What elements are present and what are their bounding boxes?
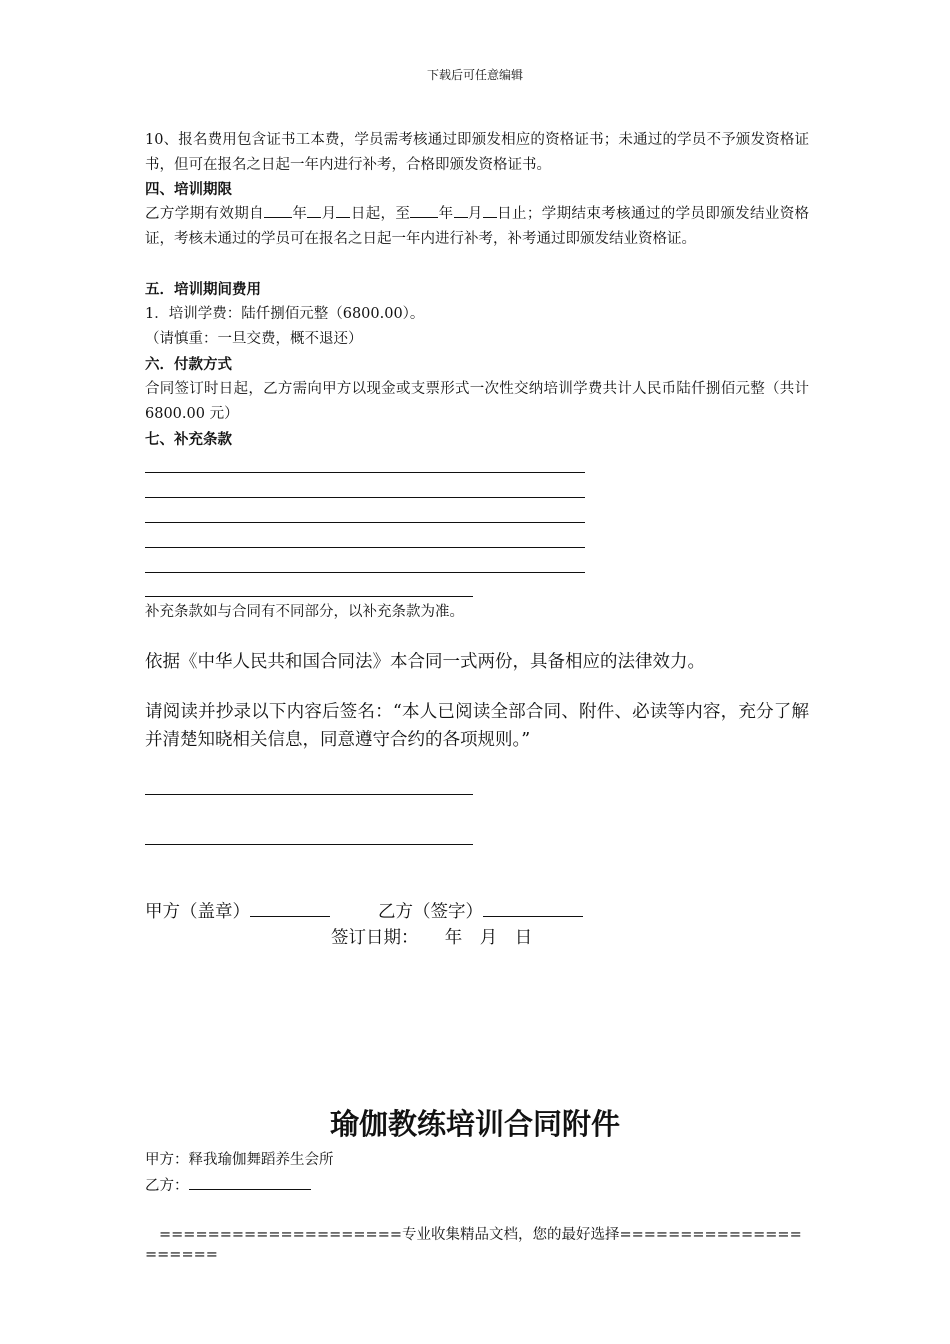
section-5-title: 五．培训期间费用	[145, 282, 261, 298]
supplement-note: 补充条款如与合同有不同部分，以补充条款为准。	[145, 604, 464, 620]
term-intro: 乙方学期有效期自	[145, 206, 264, 222]
section-4-title: 四、培训期限	[145, 182, 232, 198]
section-4-text: 乙方学期有效期自 年 月 日起，至 年 月 日止；学期结束考核通过的学员即颁发结业资格证，考核未通过的学员可在报名之日起一年内进行补考，补考通过即颁发结业资格证。	[145, 202, 809, 252]
party-b-sign-blank[interactable]	[483, 898, 583, 917]
month-blank[interactable]	[307, 203, 321, 218]
supplement-line-6[interactable]	[145, 596, 473, 597]
party-b-sign-label: 乙方（签字）	[378, 902, 483, 922]
fee-note: （请慎重：一旦交费，概不退还）	[145, 331, 363, 347]
signature-row	[145, 898, 583, 923]
clause-10: 10、报名费用包含证书工本费，学员需考核通过即颁发相应的资格证书；未通过的学员不予颁发资格证书，但可在报名之日起一年内进行补考，合格即颁发资格证书。	[145, 132, 809, 173]
supplement-line-1[interactable]	[145, 472, 585, 473]
supplement-line-2[interactable]	[145, 497, 585, 498]
payment-text: 合同签订时日起，乙方需向甲方以现金或支票形式一次性交纳培训学费共计人民币陆仟捌佰元整（共计 6800.00 元）	[145, 381, 809, 422]
page-header: 下载后可任意编辑	[426, 68, 523, 82]
copy-instruction: 请阅读并抄录以下内容后签名：“本人已阅读全部合同、附件、必读等内容，充分了解并清楚知晓相关信息，同意遵守合约的各项规则。”	[145, 702, 809, 750]
day-blank[interactable]	[336, 203, 350, 218]
year-blank[interactable]	[264, 203, 292, 218]
attachment-party-b-label: 乙方：	[145, 1178, 189, 1194]
year-blank-2[interactable]	[410, 203, 438, 218]
party-a-seal-blank[interactable]	[250, 898, 330, 917]
law-statement: 依据《中华人民共和国合同法》本合同一式两份，具备相应的法律效力。	[145, 652, 705, 672]
section-6-title: 六．付款方式	[145, 357, 232, 373]
supplement-line-4[interactable]	[145, 547, 585, 548]
section-7-title: 七、补充条款	[145, 432, 232, 448]
attachment-party-b-row	[145, 1173, 809, 1199]
copy-line-2[interactable]	[145, 844, 473, 845]
sign-date: 签订日期： 年 月 日	[331, 928, 533, 948]
day-blank-2[interactable]	[483, 203, 497, 218]
attachment-party-b-blank[interactable]	[189, 1173, 311, 1190]
page-footer: ====================专业收集精品文档，您的最好选择=====================	[145, 1227, 802, 1263]
attachment-title: 瑜伽教练培训合同附件	[329, 1107, 620, 1141]
supplement-line-3[interactable]	[145, 522, 585, 523]
supplement-line-5[interactable]	[145, 572, 585, 573]
fee-text: 1．培训学费：陆仟捌佰元整（6800.00）。	[145, 306, 425, 322]
month-blank-2[interactable]	[454, 203, 468, 218]
attachment-party-a: 甲方：释我瑜伽舞蹈养生会所	[145, 1152, 334, 1168]
party-a-seal-label: 甲方（盖章）	[145, 902, 250, 922]
copy-line-1[interactable]	[145, 794, 473, 795]
